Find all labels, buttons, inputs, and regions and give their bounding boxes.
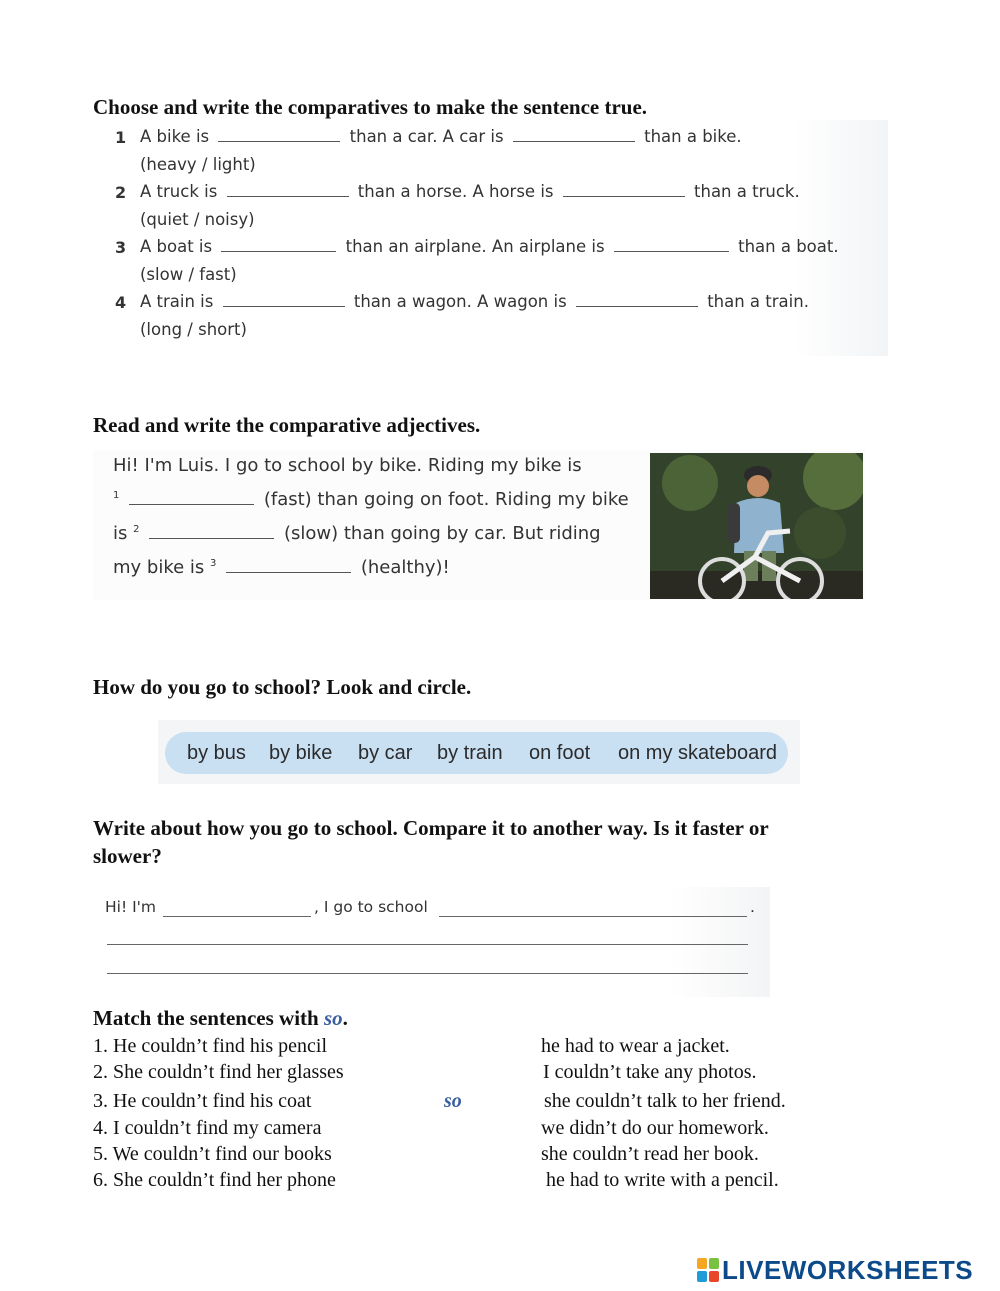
right-sentence-6[interactable]: he had to write with a pencil.	[546, 1169, 779, 1191]
ex1-text: than a horse. A horse is	[357, 182, 554, 201]
ex1-text: than a train.	[707, 292, 809, 311]
ex1-text: than a truck.	[694, 182, 800, 201]
liveworksheets-logo-icon	[697, 1258, 719, 1282]
logo-text: LIVEWORKSHEETS	[722, 1254, 974, 1285]
section2-title: Read and write the comparative adjectives.	[93, 413, 481, 437]
ex1-num: 1	[115, 128, 127, 147]
ex2-text: (fast) than going on foot. Riding my bike	[263, 489, 629, 510]
ex1-num: 2	[115, 183, 127, 202]
ex2-text: is	[113, 523, 128, 544]
right-sentence-2[interactable]: I couldn’t take any photos.	[543, 1061, 757, 1083]
writing-line[interactable]	[107, 973, 748, 974]
left-sentence-5[interactable]: 5. We couldn’t find our books	[93, 1143, 332, 1165]
ex1-text: A truck is	[140, 182, 218, 201]
name-blank[interactable]	[163, 916, 311, 917]
ex1-num: 3	[115, 238, 127, 257]
ex4-hi: Hi! I'm	[105, 898, 157, 916]
left-sentence-4[interactable]: 4. I couldn’t find my camera	[93, 1117, 322, 1139]
ex1-hint: (slow / fast)	[140, 265, 237, 284]
ex1-hint: (heavy / light)	[140, 155, 256, 174]
section5-title	[93, 1004, 348, 1032]
cyclist-photo	[650, 453, 863, 599]
section4-title-line2: slower?	[93, 844, 162, 868]
transport-blank[interactable]	[439, 916, 747, 917]
left-sentence-6[interactable]: 6. She couldn’t find her phone	[93, 1169, 336, 1191]
ex2-sup: 3	[210, 558, 217, 569]
logo-square	[709, 1258, 719, 1269]
ex1-text: than an airplane. An airplane is	[345, 237, 605, 256]
ex4-go: , I go to school	[314, 898, 428, 916]
section3-title: How do you go to school? Look and circle.	[93, 675, 472, 699]
logo-square	[709, 1271, 719, 1282]
section4-title-line1: Write about how you go to school. Compare it to another way. Is it faster or	[93, 816, 769, 840]
ex4-dot: .	[750, 898, 755, 916]
ex2-sup: 1	[113, 490, 120, 501]
answer-blank[interactable]	[221, 238, 336, 252]
answer-blank[interactable]	[513, 128, 635, 142]
answer-blank[interactable]	[576, 293, 698, 307]
right-sentence-1[interactable]: he had to wear a jacket.	[541, 1035, 730, 1057]
ex1-hint: (long / short)	[140, 320, 247, 339]
option-on-foot[interactable]: on foot	[529, 742, 591, 764]
answer-blank[interactable]	[226, 559, 351, 573]
ex1-hint: (quiet / noisy)	[140, 210, 255, 229]
ex1-text: than a wagon. A wagon is	[353, 292, 567, 311]
right-sentence-5[interactable]: she couldn’t read her book.	[541, 1143, 759, 1165]
option-on-my-skateboard[interactable]: on my skateboard	[618, 742, 777, 764]
ex2-text: (slow) than going by car. But riding	[283, 523, 601, 544]
exercise4-panel	[93, 887, 770, 997]
ex1-text: than a boat.	[738, 237, 839, 256]
cyclist-illustration	[650, 453, 863, 599]
ex1-text: A boat is	[140, 237, 213, 256]
so-connector: so	[444, 1090, 462, 1112]
ex1-num: 4	[115, 293, 127, 312]
ex1-text: than a bike.	[644, 127, 742, 146]
answer-blank[interactable]	[223, 293, 345, 307]
option-by-bus[interactable]: by bus	[187, 742, 246, 764]
ex2-line-1: Hi! I'm Luis. I go to school by bike. Riding my bike is	[113, 455, 582, 476]
liveworksheets-logo[interactable]	[697, 1255, 973, 1285]
option-by-train[interactable]: by train	[437, 742, 503, 764]
left-sentence-3[interactable]: 3. He couldn’t find his coat	[93, 1090, 312, 1112]
right-sentence-4[interactable]: we didn’t do our homework.	[541, 1117, 769, 1139]
answer-blank[interactable]	[227, 183, 349, 197]
option-by-bike[interactable]: by bike	[269, 742, 333, 764]
logo-square	[697, 1271, 707, 1282]
right-sentence-3[interactable]: she couldn’t talk to her friend.	[544, 1090, 786, 1112]
ex2-sup: 2	[133, 524, 140, 535]
option-by-car[interactable]: by car	[358, 742, 413, 764]
exercise1-panel	[93, 120, 888, 356]
ex1-text: than a car. A car is	[349, 127, 504, 146]
left-sentence-1[interactable]: 1. He couldn’t find his pencil	[93, 1035, 328, 1057]
section5-title-period: .	[342, 1006, 348, 1030]
section1-title: Choose and write the comparatives to make the sentence true.	[93, 95, 648, 119]
section5-title-text: Match the sentences with	[93, 1006, 319, 1030]
writing-line[interactable]	[107, 944, 748, 945]
answer-blank[interactable]	[218, 128, 340, 142]
ex1-text: A train is	[140, 292, 214, 311]
section5-title-so: so	[323, 1006, 343, 1030]
left-sentence-2[interactable]: 2. She couldn’t find her glasses	[93, 1061, 344, 1083]
ex2-text: (healthy)!	[360, 557, 450, 578]
answer-blank[interactable]	[614, 238, 729, 252]
answer-blank[interactable]	[129, 491, 254, 505]
answer-blank[interactable]	[149, 525, 274, 539]
ex1-text: A bike is	[140, 127, 210, 146]
answer-blank[interactable]	[563, 183, 685, 197]
ex2-text: my bike is	[113, 557, 205, 578]
logo-square	[697, 1258, 707, 1269]
